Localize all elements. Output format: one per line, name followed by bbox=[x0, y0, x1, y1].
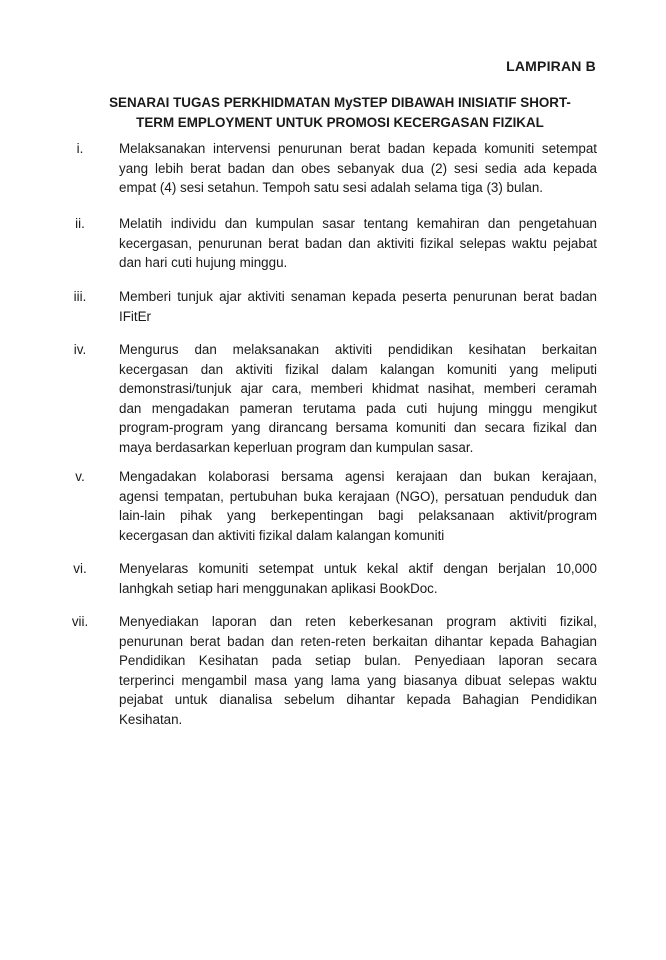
item-text bbox=[119, 139, 597, 198]
item-line: dan mengadakan pameran terutama pada cuti hujung minggu mengikut bbox=[119, 400, 597, 416]
item-number: vi. bbox=[73, 561, 87, 576]
item-line: Melatih individu dan kumpulan sasar tentang kemahiran dan pengetahuan bbox=[119, 216, 597, 231]
item-number: i. bbox=[76, 141, 84, 156]
item-number: v. bbox=[75, 469, 85, 484]
item-line: Mengurus dan melaksanakan aktiviti pendidikan kesihatan berkaitan bbox=[119, 342, 597, 357]
item-text bbox=[119, 559, 597, 598]
item-line: kecergasan, penurunan berat badan dan aktiviti fizikal selepas waktu pejabat bbox=[119, 235, 597, 251]
item-line: Mengadakan kolaborasi bersama agensi kerajaan dan bukan kerajaan, bbox=[119, 469, 597, 484]
item-line: Memberi tunjuk ajar aktiviti senaman kepada peserta penurunan berat badan bbox=[119, 289, 597, 304]
item-line: Melaksanakan intervensi penurunan berat badan kepada komuniti setempat bbox=[119, 141, 597, 156]
item-line: pejabat untuk dianalisa sebelum dihantar kepada Bahagian Pendidikan bbox=[119, 692, 597, 707]
item-line: Menyelaras komuniti setempat untuk kekal aktif dengan berjalan 10,000 bbox=[119, 561, 597, 576]
item-line: Kesihatan. bbox=[119, 711, 183, 727]
item-line: dan hari cuti hujung minggu. bbox=[119, 255, 288, 270]
item-line: maya berdasarkan keperluan program dan kumpulan sasar. bbox=[119, 439, 474, 455]
item-line: terperinci mengambil masa yang lama yang biasanya dibuat selepas waktu bbox=[119, 672, 597, 688]
item-line: program-program yang dirancang bersama komuniti dan secara fizikal dan bbox=[119, 420, 597, 435]
item-line: kecergasan dan aktiviti fizikal dalam kalangan komuniti bbox=[119, 527, 445, 543]
item-text bbox=[119, 467, 597, 545]
item-line: penurunan berat badan dan reten-reten berkaitan dihantar kepada Bahagian bbox=[119, 633, 597, 649]
item-text bbox=[119, 287, 597, 326]
item-line: yang lebih berat badan dan obes sebanyak dua (2) sesi sedia ada kepada bbox=[119, 160, 597, 176]
appendix-label: LAMPIRAN B bbox=[506, 58, 596, 74]
title-line: TERM EMPLOYMENT UNTUK PROMOSI KECERGASAN FIZIKAL bbox=[136, 115, 544, 130]
item-number: ii. bbox=[75, 216, 85, 231]
item-line: kecergasan dan aktiviti fizikal dalam kalangan komuniti yang meliputi bbox=[119, 361, 597, 377]
title-line: SENARAI TUGAS PERKHIDMATAN MySTEP DIBAWAH INISIATIF SHORT- bbox=[109, 95, 571, 110]
item-line: lanhgkah setiap hari menggunakan aplikasi BookDoc. bbox=[119, 580, 438, 596]
item-text bbox=[119, 612, 597, 729]
document-title bbox=[60, 93, 620, 133]
item-line: lain-lain pihak yang berkepentingan bagi pelaksanaan aktivit/program bbox=[119, 508, 597, 523]
item-line: empat (4) sesi setahun. Tempoh satu sesi adalah selama tiga (3) bulan. bbox=[119, 180, 544, 195]
item-line: Pendidikan Kesihatan pada setiap bulan. Penyediaan laporan secara bbox=[119, 653, 597, 668]
item-line: agensi tempatan, pertubuhan buka kerajaan (NGO), persatuan penduduk dan bbox=[119, 488, 597, 504]
item-number: iii. bbox=[73, 289, 87, 304]
item-line: IFitEr bbox=[119, 308, 151, 324]
item-line: Menyediakan laporan dan reten keberkesanan program aktiviti fizikal, bbox=[119, 614, 597, 629]
item-number: iv. bbox=[73, 342, 87, 357]
item-number: vii. bbox=[71, 614, 89, 629]
item-text bbox=[119, 214, 597, 273]
item-line: demonstrasi/tunjuk ajar cara, memberi khidmat nasihat, memberi ceramah bbox=[119, 381, 597, 396]
item-text bbox=[119, 340, 597, 457]
